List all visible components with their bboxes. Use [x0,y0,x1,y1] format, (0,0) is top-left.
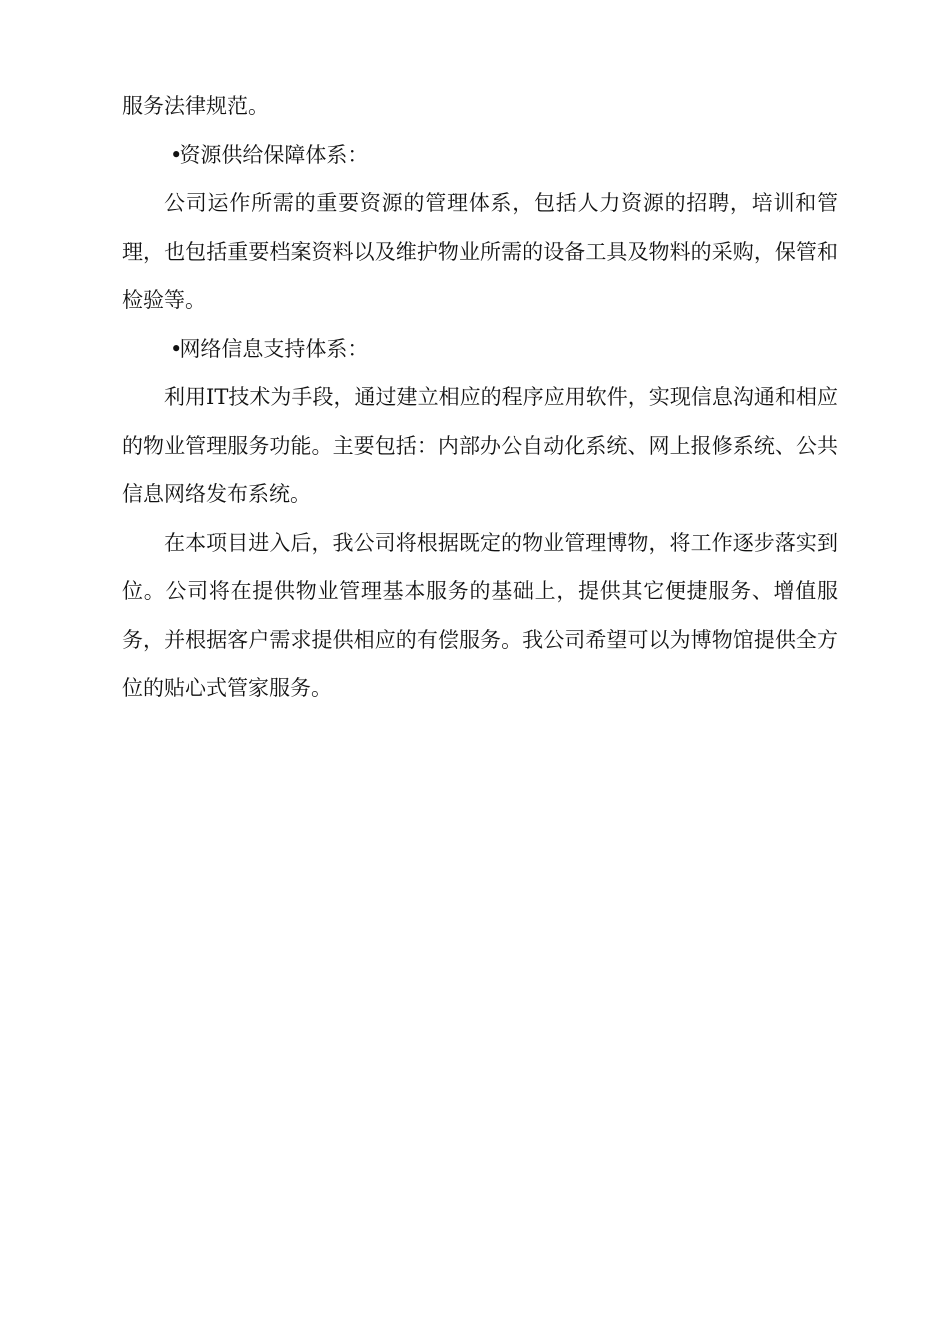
section-heading-resources-text: 资源供给保障体系： [179,142,369,167]
section-body-resources: 公司运作所需的重要资源的管理体系，包括人力资源的招聘，培训和管理，也包括重要档案资料以及维护物业所需的设备工具及物料的采购，保管和检验等。 [122,191,838,312]
section-body-network: 利用IT技术为手段，通过建立相应的程序应用软件，实现信息沟通和相应的物业管理服务功能。主要包括：内部办公自动化系统、网上报修系统、公共信息网络发布系统。 [122,385,838,506]
continued-paragraph-line: 服务法律规范。 [122,94,269,118]
section-heading-resources [122,131,838,180]
bullet-icon: • [170,142,183,167]
closing-paragraph: 在本项目进入后，我公司将根据既定的物业管理博物，将工作逐步落实到位。公司将在提供物业管理基本服务的基础上，提供其它便捷服务、增值服务，并根据客户需求提供相应的有偿服务。我公司希望可以为博物馆提供全方位的贴心式管家服务。 [122,530,838,700]
section-heading-network-text: 网络信息支持体系： [179,336,369,361]
section-heading-network [122,325,838,374]
document-body [122,82,838,713]
bullet-icon: • [170,336,183,361]
